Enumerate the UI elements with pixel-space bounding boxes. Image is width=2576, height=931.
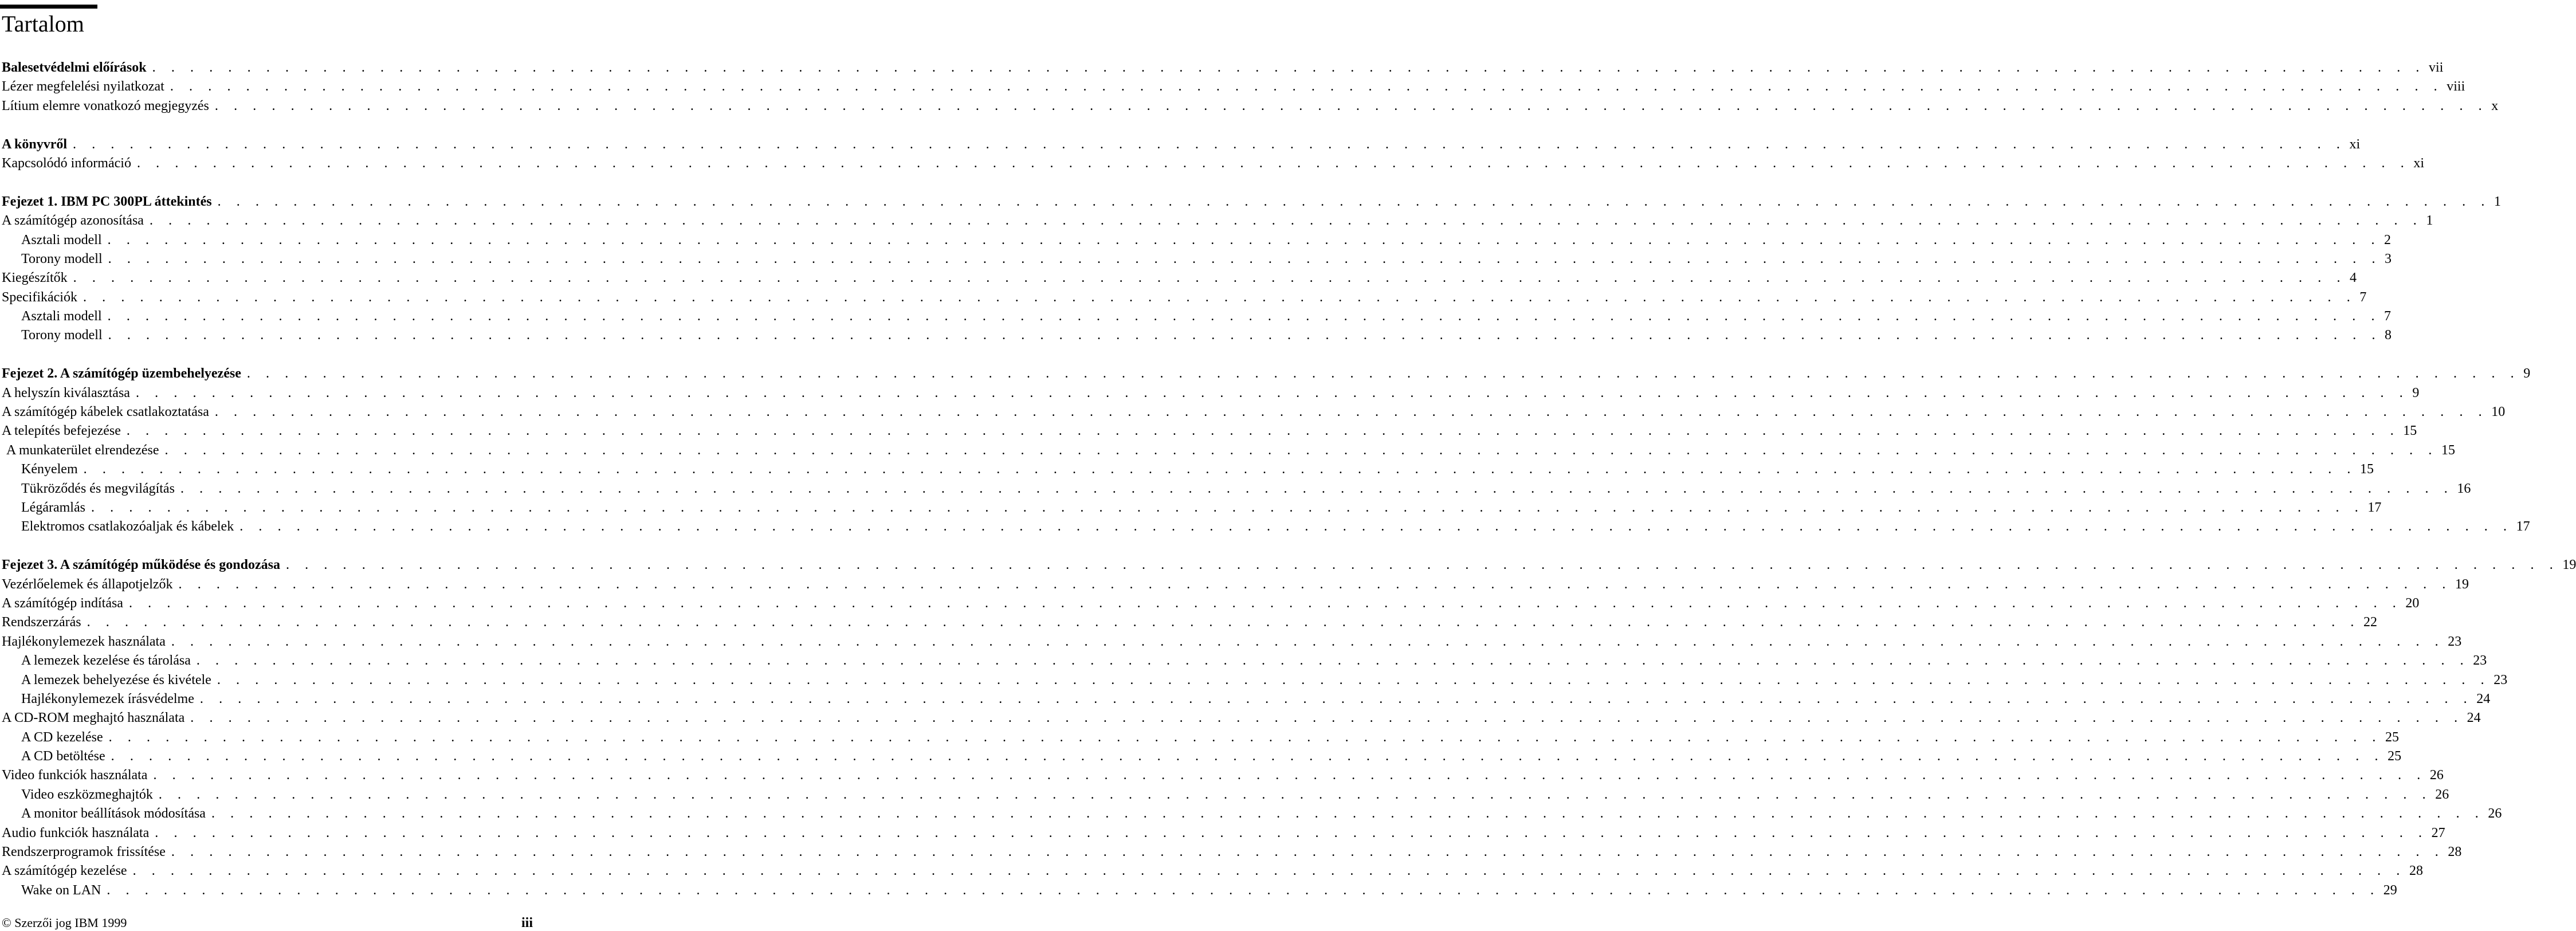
toc-entry[interactable] bbox=[2, 154, 2425, 173]
toc-entry-label: Fejezet 1. IBM PC 300PL áttekintés bbox=[2, 194, 212, 209]
dot-leader: . . . . . . . . . . . . . . . . . . . . . . . . . . . . . . . . . . . . . . . . . . . . . . . . . . . . . . . . . . . . . . . . . . . . . . . . . . . . . . . . . . . . . . . . . . . . . . . . . . . . . . . . . . . . . . . . . . . . . . . . bbox=[171, 844, 2445, 860]
toc-entry-page: 27 bbox=[2431, 825, 2445, 840]
toc-entry[interactable] bbox=[2, 804, 2502, 823]
toc-entry[interactable] bbox=[2, 613, 2377, 632]
toc-entry[interactable] bbox=[2, 843, 2462, 862]
toc-entry[interactable] bbox=[2, 766, 2444, 785]
toc-entry-page: 26 bbox=[2435, 787, 2449, 802]
toc-entry-page: 19 bbox=[2455, 576, 2469, 592]
toc-entry[interactable] bbox=[2, 441, 2455, 460]
toc-entry-page: 2 bbox=[2384, 232, 2392, 248]
toc-entry[interactable] bbox=[2, 97, 2499, 116]
toc-entry-page: 23 bbox=[2493, 672, 2508, 688]
dot-leader: . . . . . . . . . . . . . . . . . . . . . . . . . . . . . . . . . . . . . . . . . . . . . . . . . . . . . . . . . . . . . . . . . . . . . . . . . . . . . . . . . . . . . . . . . . . . . . . . . . . . . . . . . . . . . . . . . . . . . . . . bbox=[91, 500, 2365, 515]
dot-leader: . . . . . . . . . . . . . . . . . . . . . . . . . . . . . . . . . . . . . . . . . . . . . . . . . . . . . . . . . . . . . . . . . . . . . . . . . . . . . . . . . . . . . . . . . . . . . . . . . . . . . . . . . . . . . . . . . . . . . . . . bbox=[170, 79, 2444, 95]
toc-entry[interactable] bbox=[2, 517, 2530, 536]
toc-entry[interactable] bbox=[2, 193, 2501, 211]
toc-entry-page: 20 bbox=[2405, 595, 2420, 611]
toc-entry[interactable] bbox=[2, 269, 2357, 288]
toc-entry[interactable] bbox=[2, 671, 2508, 690]
dot-leader: . . . . . . . . . . . . . . . . . . . . . . . . . . . . . . . . . . . . . . . . . . . . . . . . . . . . . . . . . . . . . . . . . . . . . . . . . . . . . . . . . . . . . . . . . . . . . . . . . . . . . . . . . . . . . . . . . . . . . . . . bbox=[152, 60, 2426, 75]
dot-leader: . . . . . . . . . . . . . . . . . . . . . . . . . . . . . . . . . . . . . . . . . . . . . . . . . . . . . . . . . . . . . . . . . . . . . . . . . . . . . . . . . . . . . . . . . . . . . . . . . . . . . . . . . . . . . . . . . . . . . . . . bbox=[214, 404, 2488, 420]
toc-entry-label: A monitor beállítások módosítása bbox=[21, 806, 206, 822]
toc-entry-page: x bbox=[2491, 98, 2499, 113]
toc-entry-label: Rendszerzárás bbox=[2, 615, 81, 630]
dot-leader: . . . . . . . . . . . . . . . . . . . . . . . . . . . . . . . . . . . . . . . . . . . . . . . . . . . . . . . . . . . . . . . . . . . . . . . . . . . . . . . . . . . . . . . . . . . . . . . . . . . . . . . . . . . . . . . . . . . . . . . . bbox=[217, 672, 2491, 688]
toc-entry-page: 7 bbox=[2359, 289, 2367, 305]
toc-entry-label: Légáramlás bbox=[21, 500, 85, 515]
toc-entry-page: vii bbox=[2429, 60, 2444, 75]
dot-leader: . . . . . . . . . . . . . . . . . . . . . . . . . . . . . . . . . . . . . . . . . . . . . . . . . . . . . . . . . . . . . . . . . . . . . . . . . . . . . . . . . . . . . . . . . . . . . . . . . . . . . . . . . . . . . . . . . . . . . . . . bbox=[171, 634, 2445, 649]
dot-leader: . . . . . . . . . . . . . . . . . . . . . . . . . . . . . . . . . . . . . . . . . . . . . . . . . . . . . . . . . . . . . . . . . . . . . . . . . . . . . . . . . . . . . . . . . . . . . . . . . . . . . . . . . . . . . . . . . . . . . . . . bbox=[73, 136, 2346, 152]
dot-leader: . . . . . . . . . . . . . . . . . . . . . . . . . . . . . . . . . . . . . . . . . . . . . . . . . . . . . . . . . . . . . . . . . . . . . . . . . . . . . . . . . . . . . . . . . . . . . . . . . . . . . . . . . . . . . . . . . . . . . . . . bbox=[83, 462, 2357, 477]
dot-leader: . . . . . . . . . . . . . . . . . . . . . . . . . . . . . . . . . . . . . . . . . . . . . . . . . . . . . . . . . . . . . . . . . . . . . . . . . . . . . . . . . . . . . . . . . . . . . . . . . . . . . . . . . . . . . . . . . . . . . . . . bbox=[73, 270, 2347, 286]
dot-leader: . . . . . . . . . . . . . . . . . . . . . . . . . . . . . . . . . . . . . . . . . . . . . . . . . . . . . . . . . . . . . . . . . . . . . . . . . . . . . . . . . . . . . . . . . . . . . . . . . . . . . . . . . . . . . . . . . . . . . . . . bbox=[126, 423, 2400, 439]
toc-entry-label: Torony modell bbox=[21, 251, 103, 266]
toc-entry-label: Rendszerprogramok frissítése bbox=[2, 844, 166, 860]
toc-entry-label: Hajlékonylemezek használata bbox=[2, 634, 166, 649]
table-of-contents bbox=[2, 58, 2576, 900]
dot-leader: . . . . . . . . . . . . . . . . . . . . . . . . . . . . . . . . . . . . . . . . . . . . . . . . . . . . . . . . . . . . . . . . . . . . . . . . . . . . . . . . . . . . . . . . . . . . . . . . . . . . . . . . . . . . . . . . . . . . . . . . bbox=[128, 595, 2402, 611]
toc-entry-label: Wake on LAN bbox=[21, 882, 101, 898]
toc-entry[interactable] bbox=[2, 422, 2417, 441]
toc-entry[interactable] bbox=[2, 862, 2423, 881]
dot-leader: . . . . . . . . . . . . . . . . . . . . . . . . . . . . . . . . . . . . . . . . . . . . . . . . . . . . . . . . . . . . . . . . . . . . . . . . . . . . . . . . . . . . . . . . . . . . . . . . . . . . . . . . . . . . . . . . . . . . . . . . bbox=[107, 232, 2381, 248]
toc-entry-page: 1 bbox=[2426, 213, 2433, 229]
toc-entry[interactable] bbox=[2, 728, 2400, 747]
toc-entry[interactable] bbox=[2, 709, 2481, 728]
toc-entry-label: A számítógép kezelése bbox=[2, 863, 127, 879]
toc-entry[interactable] bbox=[2, 498, 2382, 517]
dot-leader: . . . . . . . . . . . . . . . . . . . . . . . . . . . . . . . . . . . . . . . . . . . . . . . . . . . . . . . . . . . . . . . . . . . . . . . . . . . . . . . . . . . . . . . . . . . . . . . . . . . . . . . . . . . . . . . . . . . . . . . . bbox=[149, 213, 2423, 229]
dot-leader: . . . . . . . . . . . . . . . . . . . . . . . . . . . . . . . . . . . . . . . . . . . . . . . . . . . . . . . . . . . . . . . . . . . . . . . . . . . . . . . . . . . . . . . . . . . . . . . . . . . . . . . . . . . . . . . . . . . . . . . . bbox=[246, 366, 2520, 382]
toc-entry[interactable] bbox=[2, 651, 2487, 670]
toc-entry-label: A lemezek behelyezése és kivétele bbox=[21, 672, 211, 688]
toc-entry-page: 25 bbox=[2385, 729, 2400, 745]
toc-entry-page: 10 bbox=[2491, 404, 2506, 420]
dot-leader: . . . . . . . . . . . . . . . . . . . . . . . . . . . . . . . . . . . . . . . . . . . . . . . . . . . . . . . . . . . . . . . . . . . . . . . . . . . . . . . . . . . . . . . . . . . . . . . . . . . . . . . . . . . . . . . . . . . . . . . . bbox=[108, 251, 2382, 266]
toc-entry-label: A telepítés befejezése bbox=[2, 423, 121, 439]
dot-leader: . . . . . . . . . . . . . . . . . . . . . . . . . . . . . . . . . . . . . . . . . . . . . . . . . . . . . . . . . . . . . . . . . . . . . . . . . . . . . . . . . . . . . . . . . . . . . . . . . . . . . . . . . . . . . . . . . . . . . . . . bbox=[285, 557, 2559, 573]
toc-entry[interactable] bbox=[2, 690, 2491, 709]
toc-entry-page: 15 bbox=[2403, 423, 2417, 439]
dot-leader: . . . . . . . . . . . . . . . . . . . . . . . . . . . . . . . . . . . . . . . . . . . . . . . . . . . . . . . . . . . . . . . . . . . . . . . . . . . . . . . . . . . . . . . . . . . . . . . . . . . . . . . . . . . . . . . . . . . . . . . . bbox=[135, 385, 2409, 400]
dot-leader: . . . . . . . . . . . . . . . . . . . . . . . . . . . . . . . . . . . . . . . . . . . . . . . . . . . . . . . . . . . . . . . . . . . . . . . . . . . . . . . . . . . . . . . . . . . . . . . . . . . . . . . . . . . . . . . . . . . . . . . . bbox=[199, 691, 2473, 706]
toc-entry-label: A számítógép kábelek csatlakoztatása bbox=[2, 404, 209, 420]
toc-entry[interactable] bbox=[2, 135, 2361, 154]
toc-entry-label: A lemezek kezelése és tárolása bbox=[21, 653, 191, 669]
dot-leader: . . . . . . . . . . . . . . . . . . . . . . . . . . . . . . . . . . . . . . . . . . . . . . . . . . . . . . . . . . . . . . . . . . . . . . . . . . . . . . . . . . . . . . . . . . . . . . . . . . . . . . . . . . . . . . . . . . . . . . . . bbox=[211, 806, 2485, 822]
toc-entry-page: 28 bbox=[2409, 863, 2423, 879]
toc-entry[interactable] bbox=[2, 881, 2397, 900]
dot-leader: . . . . . . . . . . . . . . . . . . . . . . . . . . . . . . . . . . . . . . . . . . . . . . . . . . . . . . . . . . . . . . . . . . . . . . . . . . . . . . . . . . . . . . . . . . . . . . . . . . . . . . . . . . . . . . . . . . . . . . . . bbox=[178, 576, 2452, 592]
toc-entry-label: Video funkciók használata bbox=[2, 768, 148, 783]
toc-entry[interactable] bbox=[2, 211, 2433, 230]
dot-leader: . . . . . . . . . . . . . . . . . . . . . . . . . . . . . . . . . . . . . . . . . . . . . . . . . . . . . . . . . . . . . . . . . . . . . . . . . . . . . . . . . . . . . . . . . . . . . . . . . . . . . . . . . . . . . . . . . . . . . . . . bbox=[158, 787, 2432, 802]
toc-entry-page: viii bbox=[2447, 79, 2465, 95]
toc-entry-label: Fejezet 2. A számítógép üzembehelyezése bbox=[2, 366, 241, 382]
toc-entry[interactable] bbox=[2, 747, 2402, 766]
dot-leader: . . . . . . . . . . . . . . . . . . . . . . . . . . . . . . . . . . . . . . . . . . . . . . . . . . . . . . . . . . . . . . . . . . . . . . . . . . . . . . . . . . . . . . . . . . . . . . . . . . . . . . . . . . . . . . . . . . . . . . . . bbox=[111, 749, 2385, 764]
toc-entry-label: Lítium elemre vonatkozó megjegyzés bbox=[2, 98, 209, 113]
toc-entry[interactable] bbox=[2, 460, 2374, 479]
toc-entry[interactable] bbox=[2, 231, 2392, 250]
toc-entry-label: Torony modell bbox=[21, 328, 103, 343]
dot-leader: . . . . . . . . . . . . . . . . . . . . . . . . . . . . . . . . . . . . . . . . . . . . . . . . . . . . . . . . . . . . . . . . . . . . . . . . . . . . . . . . . . . . . . . . . . . . . . . . . . . . . . . . . . . . . . . . . . . . . . . . bbox=[83, 289, 2357, 305]
toc-entry-page: 19 bbox=[2562, 557, 2576, 573]
toc-entry-label: A könyvről bbox=[2, 136, 68, 152]
toc-entry[interactable] bbox=[2, 288, 2367, 307]
toc-entry[interactable] bbox=[2, 633, 2462, 651]
toc-entry-label: Asztali modell bbox=[21, 232, 102, 248]
toc-entry-label: A CD-ROM meghajtó használata bbox=[2, 710, 185, 726]
toc-entry-page: 23 bbox=[2448, 634, 2462, 649]
toc-entry-page: 4 bbox=[2350, 270, 2357, 286]
toc-entry-label: Hajlékonylemezek írásvédelme bbox=[21, 691, 194, 706]
toc-entry-page: 17 bbox=[2367, 500, 2382, 515]
page-footer bbox=[2, 915, 533, 931]
toc-entry-label: Tükröződés és megvilágítás bbox=[21, 481, 175, 496]
dot-leader: . . . . . . . . . . . . . . . . . . . . . . . . . . . . . . . . . . . . . . . . . . . . . . . . . . . . . . . . . . . . . . . . . . . . . . . . . . . . . . . . . . . . . . . . . . . . . . . . . . . . . . . . . . . . . . . . . . . . . . . . bbox=[155, 825, 2428, 840]
dot-leader: . . . . . . . . . . . . . . . . . . . . . . . . . . . . . . . . . . . . . . . . . . . . . . . . . . . . . . . . . . . . . . . . . . . . . . . . . . . . . . . . . . . . . . . . . . . . . . . . . . . . . . . . . . . . . . . . . . . . . . . . bbox=[132, 863, 2406, 879]
toc-entry-label: Lézer megfelelési nyilatkozat bbox=[2, 79, 164, 95]
toc-entry-page: 28 bbox=[2448, 844, 2462, 860]
dot-leader: . . . . . . . . . . . . . . . . . . . . . . . . . . . . . . . . . . . . . . . . . . . . . . . . . . . . . . . . . . . . . . . . . . . . . . . . . . . . . . . . . . . . . . . . . . . . . . . . . . . . . . . . . . . . . . . . . . . . . . . . bbox=[107, 882, 2380, 898]
toc-entry-page: 7 bbox=[2384, 309, 2392, 324]
toc-entry-page: 1 bbox=[2493, 194, 2501, 209]
dot-leader: . . . . . . . . . . . . . . . . . . . . . . . . . . . . . . . . . . . . . . . . . . . . . . . . . . . . . . . . . . . . . . . . . . . . . . . . . . . . . . . . . . . . . . . . . . . . . . . . . . . . . . . . . . . . . . . . . . . . . . . . bbox=[153, 768, 2426, 783]
toc-entry-label: Asztali modell bbox=[21, 309, 102, 324]
toc-entry-label: Vezérlőelemek és állapotjelzők bbox=[2, 576, 173, 592]
toc-entry-page: 24 bbox=[2467, 710, 2481, 726]
toc-entry-label: Video eszközmeghajtók bbox=[21, 787, 153, 802]
dot-leader: . . . . . . . . . . . . . . . . . . . . . . . . . . . . . . . . . . . . . . . . . . . . . . . . . . . . . . . . . . . . . . . . . . . . . . . . . . . . . . . . . . . . . . . . . . . . . . . . . . . . . . . . . . . . . . . . . . . . . . . . bbox=[239, 519, 2513, 535]
toc-entry-label: A helyszín kiválasztása bbox=[2, 385, 130, 400]
toc-entry-page: xi bbox=[2413, 155, 2425, 171]
dot-leader: . . . . . . . . . . . . . . . . . . . . . . . . . . . . . . . . . . . . . . . . . . . . . . . . . . . . . . . . . . . . . . . . . . . . . . . . . . . . . . . . . . . . . . . . . . . . . . . . . . . . . . . . . . . . . . . . . . . . . . . . bbox=[164, 442, 2438, 458]
toc-entry-label: Audio funkciók használata bbox=[2, 825, 150, 840]
toc-entry[interactable] bbox=[2, 364, 2531, 383]
dot-leader: . . . . . . . . . . . . . . . . . . . . . . . . . . . . . . . . . . . . . . . . . . . . . . . . . . . . . . . . . . . . . . . . . . . . . . . . . . . . . . . . . . . . . . . . . . . . . . . . . . . . . . . . . . . . . . . . . . . . . . . . bbox=[214, 98, 2488, 113]
dot-leader: . . . . . . . . . . . . . . . . . . . . . . . . . . . . . . . . . . . . . . . . . . . . . . . . . . . . . . . . . . . . . . . . . . . . . . . . . . . . . . . . . . . . . . . . . . . . . . . . . . . . . . . . . . . . . . . . . . . . . . . . bbox=[87, 615, 2360, 630]
toc-entry-page: 8 bbox=[2385, 328, 2392, 343]
toc-entry[interactable] bbox=[2, 824, 2445, 843]
toc-entry-page: 25 bbox=[2387, 749, 2402, 764]
toc-entry-page: 26 bbox=[2488, 806, 2502, 822]
toc-entry[interactable] bbox=[2, 785, 2449, 804]
toc-entry-label: A CD betöltése bbox=[21, 749, 105, 764]
toc-entry-label: Kapcsolódó információ bbox=[2, 155, 131, 171]
toc-entry-label: A munkaterület elrendezése bbox=[6, 442, 159, 458]
page-title: Tartalom bbox=[2, 11, 84, 37]
page-number: iii bbox=[521, 916, 533, 930]
toc-entry-page: 3 bbox=[2385, 251, 2392, 266]
dot-leader: . . . . . . . . . . . . . . . . . . . . . . . . . . . . . . . . . . . . . . . . . . . . . . . . . . . . . . . . . . . . . . . . . . . . . . . . . . . . . . . . . . . . . . . . . . . . . . . . . . . . . . . . . . . . . . . . . . . . . . . . bbox=[217, 194, 2491, 209]
toc-entry[interactable] bbox=[2, 556, 2576, 575]
toc-entry-label: Specifikációk bbox=[2, 289, 77, 305]
toc-entry-page: 24 bbox=[2476, 691, 2491, 706]
toc-entry[interactable] bbox=[2, 77, 2465, 96]
toc-entry[interactable] bbox=[2, 307, 2392, 326]
dot-leader: . . . . . . . . . . . . . . . . . . . . . . . . . . . . . . . . . . . . . . . . . . . . . . . . . . . . . . . . . . . . . . . . . . . . . . . . . . . . . . . . . . . . . . . . . . . . . . . . . . . . . . . . . . . . . . . . . . . . . . . . bbox=[107, 309, 2381, 324]
toc-entry-page: 15 bbox=[2441, 442, 2455, 458]
copyright-notice: © Szerzői jog IBM 1999 bbox=[2, 916, 127, 930]
toc-entry-label: Fejezet 3. A számítógép működése és gondozása bbox=[2, 557, 280, 573]
toc-entry-page: 23 bbox=[2473, 653, 2487, 669]
toc-entry-label: Balesetvédelmi előírások bbox=[2, 60, 147, 75]
toc-entry-label: Kényelem bbox=[21, 462, 78, 477]
toc-entry-page: xi bbox=[2349, 136, 2361, 152]
toc-entry-page: 9 bbox=[2412, 385, 2420, 400]
toc-entry-label: Kiegészítők bbox=[2, 270, 68, 286]
dot-leader: . . . . . . . . . . . . . . . . . . . . . . . . . . . . . . . . . . . . . . . . . . . . . . . . . . . . . . . . . . . . . . . . . . . . . . . . . . . . . . . . . . . . . . . . . . . . . . . . . . . . . . . . . . . . . . . . . . . . . . . . bbox=[108, 729, 2382, 745]
dot-leader: . . . . . . . . . . . . . . . . . . . . . . . . . . . . . . . . . . . . . . . . . . . . . . . . . . . . . . . . . . . . . . . . . . . . . . . . . . . . . . . . . . . . . . . . . . . . . . . . . . . . . . . . . . . . . . . . . . . . . . . . bbox=[136, 155, 2410, 171]
toc-entry-page: 17 bbox=[2516, 519, 2530, 535]
toc-entry[interactable] bbox=[2, 250, 2392, 269]
toc-entry[interactable] bbox=[2, 326, 2392, 345]
toc-entry[interactable] bbox=[2, 575, 2469, 594]
toc-entry-page: 29 bbox=[2383, 882, 2397, 898]
dot-leader: . . . . . . . . . . . . . . . . . . . . . . . . . . . . . . . . . . . . . . . . . . . . . . . . . . . . . . . . . . . . . . . . . . . . . . . . . . . . . . . . . . . . . . . . . . . . . . . . . . . . . . . . . . . . . . . . . . . . . . . . bbox=[108, 328, 2382, 343]
toc-entry-page: 15 bbox=[2360, 462, 2374, 477]
toc-entry[interactable] bbox=[2, 480, 2471, 498]
toc-entry-page: 22 bbox=[2363, 615, 2377, 630]
toc-entry[interactable] bbox=[2, 58, 2444, 77]
toc-entry[interactable] bbox=[2, 403, 2506, 422]
toc-entry[interactable] bbox=[2, 384, 2420, 403]
dot-leader: . . . . . . . . . . . . . . . . . . . . . . . . . . . . . . . . . . . . . . . . . . . . . . . . . . . . . . . . . . . . . . . . . . . . . . . . . . . . . . . . . . . . . . . . . . . . . . . . . . . . . . . . . . . . . . . . . . . . . . . . bbox=[180, 481, 2454, 496]
dot-leader: . . . . . . . . . . . . . . . . . . . . . . . . . . . . . . . . . . . . . . . . . . . . . . . . . . . . . . . . . . . . . . . . . . . . . . . . . . . . . . . . . . . . . . . . . . . . . . . . . . . . . . . . . . . . . . . . . . . . . . . . bbox=[196, 653, 2470, 669]
dot-leader: . . . . . . . . . . . . . . . . . . . . . . . . . . . . . . . . . . . . . . . . . . . . . . . . . . . . . . . . . . . . . . . . . . . . . . . . . . . . . . . . . . . . . . . . . . . . . . . . . . . . . . . . . . . . . . . . . . . . . . . . bbox=[190, 710, 2464, 726]
toc-entry-label: A CD kezelése bbox=[21, 729, 103, 745]
toc-entry-page: 26 bbox=[2429, 768, 2444, 783]
toc-entry-page: 16 bbox=[2457, 481, 2471, 496]
toc-entry-label: Elektromos csatlakozóaljak és kábelek bbox=[21, 519, 234, 535]
toc-entry-label: A számítógép azonosítása bbox=[2, 213, 144, 229]
toc-entry-page: 9 bbox=[2523, 366, 2531, 382]
toc-entry-label: A számítógép indítása bbox=[2, 595, 123, 611]
toc-entry[interactable] bbox=[2, 594, 2420, 613]
